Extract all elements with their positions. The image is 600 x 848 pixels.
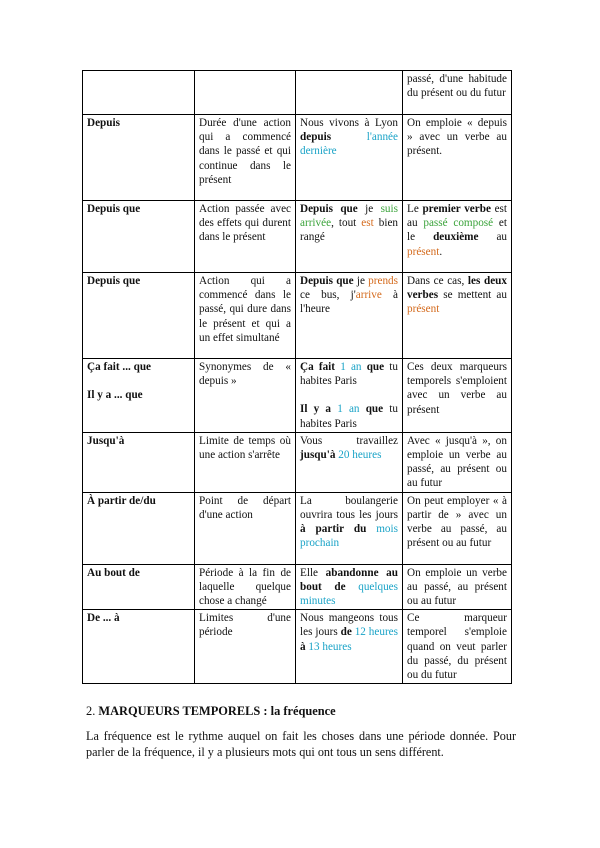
- marker-cell: [83, 201, 195, 273]
- table-row: [83, 492, 512, 564]
- marker-text: À partir de/du: [87, 494, 156, 507]
- temporal-markers-table: [82, 70, 512, 684]
- marker-cell: [83, 115, 195, 201]
- usage-text: Ce marqueur temporel s'emploie quand on veut parler du passé, du présent ou du futur: [407, 612, 507, 682]
- example-marker: que: [366, 361, 385, 373]
- usage-text: On peut employer « à partir de » avec un verbe au passé, au présent ou au futur: [407, 494, 507, 550]
- usage-tense-present: présent: [407, 303, 440, 316]
- table-row: [83, 564, 512, 610]
- marker-text: Au bout de: [87, 566, 140, 579]
- example-text: Elle: [300, 566, 326, 579]
- usage-cell: [403, 359, 512, 433]
- meaning-text: Période à la fin de laquelle quelque chose a changé: [199, 566, 291, 608]
- example-verb-present: arrive: [355, 289, 382, 302]
- table-row: [83, 273, 512, 359]
- example-time: 13 heures: [305, 640, 352, 653]
- usage-emphasis: les deux verbes: [407, 275, 507, 302]
- example-text: je: [353, 275, 369, 287]
- table-row: [83, 432, 512, 492]
- usage-text: Avec « jusqu'à », on emploie un verbe au passé, au présent ou au futur: [407, 434, 507, 490]
- marker-cell: [83, 492, 195, 564]
- example-verb-present: est: [361, 217, 374, 230]
- example-text: La boulangerie ouvrira tous les jours: [300, 494, 398, 521]
- meaning-text: Point de départ d'une action: [199, 494, 291, 521]
- section-number: 2.: [86, 704, 99, 718]
- table-row: [83, 115, 512, 201]
- example-text: Nous mangeons tous les jours: [300, 612, 398, 639]
- table-row: [83, 610, 512, 684]
- usage-text: Le: [407, 203, 423, 215]
- usage-tense-past: passé composé: [423, 217, 494, 230]
- example-text: tu habites Paris: [300, 361, 399, 388]
- example-marker: Il y a: [300, 403, 332, 416]
- marker-text: Depuis: [87, 117, 120, 129]
- example-time: mois prochain: [300, 523, 398, 550]
- table-row: [83, 71, 512, 115]
- example-text: Vous travaillez: [300, 434, 398, 447]
- example-marker: Depuis que: [300, 203, 358, 215]
- example-marker: de: [340, 626, 352, 639]
- example-verb-present: prends: [368, 275, 398, 287]
- example-text: bien rangé: [300, 217, 399, 244]
- section-title-sub: la fréquence: [270, 704, 336, 718]
- usage-text: se mettent au: [438, 289, 507, 302]
- marker-text: De ... à: [87, 612, 120, 625]
- example-marker: abandonne au bout de: [300, 566, 398, 593]
- example-verb-past: suis arrivée: [300, 203, 398, 230]
- example-time: 1 an: [331, 403, 366, 416]
- section-title-main: MARQUEURS TEMPORELS :: [98, 704, 271, 718]
- example-cell: [296, 610, 403, 684]
- marker-text: Depuis que: [87, 203, 141, 215]
- meaning-cell: [195, 273, 296, 359]
- example-text: , tout: [331, 217, 362, 230]
- usage-text: passé, d'une habitude du présent ou du futur: [407, 73, 507, 100]
- meaning-text: Durée d'une action qui a commencé dans le passé et qui continue dans le présent: [199, 117, 291, 186]
- meaning-cell: [195, 359, 296, 433]
- marker-text: Depuis que: [87, 275, 141, 287]
- meaning-cell: [195, 432, 296, 492]
- marker-cell: [83, 273, 195, 359]
- marker-text: Il y a ... que: [87, 389, 143, 402]
- example-marker: depuis: [300, 131, 332, 144]
- meaning-cell: [195, 492, 296, 564]
- usage-text: .: [439, 245, 443, 258]
- section-heading: [86, 704, 516, 719]
- table-row: [83, 201, 512, 273]
- marker-text: Ça fait ... que: [87, 361, 152, 373]
- usage-text: est au: [407, 203, 507, 230]
- usage-cell: [403, 610, 512, 684]
- example-cell: [296, 201, 403, 273]
- usage-cell: [403, 115, 512, 201]
- usage-cell: [403, 492, 512, 564]
- meaning-cell: [195, 201, 296, 273]
- table-cell: [195, 71, 296, 115]
- meaning-cell: [195, 115, 296, 201]
- marker-cell: [83, 359, 195, 433]
- example-cell: [296, 273, 403, 359]
- example-marker: Ça fait: [300, 361, 336, 373]
- example-text: ce bus, j': [300, 289, 356, 302]
- example-time: quelques minutes: [300, 580, 398, 608]
- example-marker: à partir du: [300, 523, 367, 536]
- table-row: [83, 359, 512, 433]
- example-marker: jusqu'à: [300, 449, 336, 462]
- usage-text: On emploie un verbe au passé, au présent ou au futur: [407, 566, 507, 608]
- example-text: tu habites Paris: [300, 403, 399, 430]
- usage-text: Ces deux marqueurs temporels s'emploient avec un verbe au présent: [407, 361, 507, 416]
- example-cell: [296, 492, 403, 564]
- meaning-text: Synonymes de « depuis »: [199, 361, 291, 388]
- example-time: 1 an: [335, 361, 367, 373]
- usage-cell: [403, 273, 512, 359]
- marker-text: Jusqu'à: [87, 434, 125, 447]
- meaning-text: Limite de temps où une action s'arrête: [199, 434, 291, 462]
- example-marker: à: [300, 640, 306, 653]
- example-time: 12 heures: [351, 626, 398, 639]
- usage-cell: [403, 201, 512, 273]
- usage-emphasis: premier verbe: [422, 203, 491, 215]
- meaning-cell: [195, 564, 296, 610]
- usage-text: et le: [407, 217, 507, 244]
- example-marker: que: [365, 403, 384, 416]
- usage-cell: [403, 564, 512, 610]
- example-time: 20 heures: [335, 449, 382, 462]
- usage-emphasis: deuxième: [433, 231, 479, 244]
- usage-tense-present: présent: [407, 245, 440, 258]
- table-cell: [83, 71, 195, 115]
- example-cell: [296, 564, 403, 610]
- example-marker: Depuis que: [300, 275, 354, 287]
- meaning-cell: [195, 610, 296, 684]
- example-cell: [296, 359, 403, 433]
- meaning-text: Limites d'une période: [199, 612, 291, 639]
- example-text: à l'heure: [300, 289, 398, 316]
- usage-text: On emploie « depuis » avec un verbe au présent.: [407, 117, 507, 158]
- usage-cell: [403, 432, 512, 492]
- marker-cell: [83, 564, 195, 610]
- meaning-text: Action qui a commencé dans le passé, qui dure dans le présent et qui a un effet simultané: [199, 275, 291, 344]
- example-cell: [296, 115, 403, 201]
- marker-cell: [83, 610, 195, 684]
- section-paragraph: La fréquence est le rythme auquel on fait les choses dans une période donnée. Pour parler de la fréquence, il y a plusieurs mots qui ont tous un sens différent.: [86, 729, 516, 759]
- example-time: l'année dernière: [300, 131, 398, 158]
- example-text: je: [357, 203, 381, 215]
- marker-cell: [83, 432, 195, 492]
- usage-text: au: [478, 231, 508, 244]
- meaning-text: Action passée avec des effets qui durent dans le présent: [199, 203, 291, 244]
- example-cell: [296, 432, 403, 492]
- table-cell: [296, 71, 403, 115]
- usage-cell: [403, 71, 512, 115]
- example-text: Nous vivons à Lyon: [300, 117, 398, 129]
- usage-text: Dans ce cas,: [407, 275, 468, 287]
